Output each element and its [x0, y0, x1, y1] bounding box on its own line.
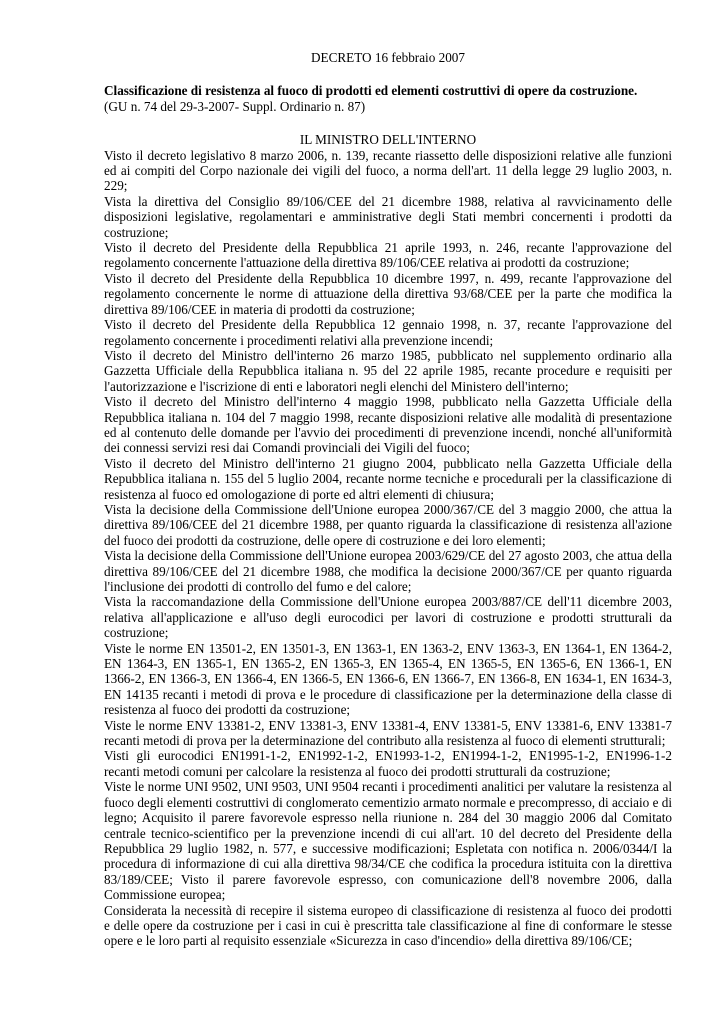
preamble-paragraph: Vista la direttiva del Consiglio 89/106/CEE del 21 dicembre 1988, relativa al ravvicinamento delle disposizioni legislative, regolamentari e amministrative degli Stati membri concernenti i prodotti da costruzione;	[104, 193, 672, 240]
preamble-paragraph: Visto il decreto del Ministro dell'interno 21 giugno 2004, pubblicato nella Gazzetta Ufficiale della Repubblica italiana n. 155 del 5 luglio 2004, recante norme tecniche e procedurali per la classificazione di resistenza al fuoco ed omologazione di porte ed altri elementi di chiusura;	[104, 455, 672, 502]
preamble	[104, 148, 672, 949]
preamble-paragraph: Visto il decreto del Presidente della Repubblica 21 aprile 1993, n. 246, recante l'approvazione del regolamento concernente l'attuazione della direttiva 89/106/CEE relativa ai prodotti da costruzione;	[104, 240, 672, 271]
gazette-reference: (GU n. 74 del 29-3-2007- Suppl. Ordinario n. 87)	[104, 98, 366, 114]
preamble-paragraph: Visto il decreto del Presidente della Repubblica 10 dicembre 1997, n. 499, recante l'approvazione del regolamento concernente le norme di attuazione della direttiva 93/68/CEE per la parte che modifica la direttiva 89/106/CEE in materia di prodotti da costruzione;	[104, 270, 672, 317]
preamble-paragraph: Vista la raccomandazione della Commissione dell'Unione europea 2003/887/CE dell'11 dicembre 2003, relativa all'applicazione e all'uso degli eurocodici per lavori di costruzione e prodotti strutturali da costruzione;	[104, 594, 672, 641]
issuing-authority: IL MINISTRO DELL'INTERNO	[299, 132, 477, 148]
document-page	[104, 50, 672, 949]
preamble-paragraph: Visto il decreto del Presidente della Repubblica 12 gennaio 1998, n. 37, recante l'approvazione del regolamento concernente i procedimenti relativi alla prevenzione incendi;	[104, 317, 672, 348]
preamble-paragraph: Viste le norme UNI 9502, UNI 9503, UNI 9504 recanti i procedimenti analitici per valutare la resistenza al fuoco degli elementi costruttivi di conglomerato cementizio armato normale e precompresso, di acciaio e di legno; Acquisito il parere favorevole espresso nella riunione n. 284 del 30 maggio 2006 dal Comitato centrale tecnico-scientifico per la prevenzione incendi di cui all'art. 10 del decreto del Presidente della Repubblica 29 luglio 1982, n. 577, e successive modificazioni; Espletata con notifica n. 2006/0344/I la procedura di informazione di cui alla direttiva 98/34/CE che codifica la procedura istituita con la direttiva 83/189/CEE; Visto il parere favorevole espresso, con comunicazione dell'8 novembre 2006, dalla Commissione europea;	[104, 779, 672, 903]
preamble-paragraph: Vista la decisione della Commissione dell'Unione europea 2003/629/CE del 27 agosto 2003, che attua della direttiva 89/106/CEE del 21 dicembre 1988, che modifica la decisione 2000/367/CE per quanto riguarda l'inclusione dei prodotti di controllo del fumo e del calore;	[104, 548, 672, 594]
subject-block	[104, 83, 672, 114]
preamble-paragraph: Visti gli eurocodici EN1991-1-2, EN1992-1-2, EN1993-1-2, EN1994-1-2, EN1995-1-2, EN1996-1-2 recanti metodi comuni per calcolare la resistenza al fuoco dei prodotti strutturali da costruzione;	[104, 748, 672, 779]
preamble-paragraph: Considerata la necessità di recepire il sistema europeo di classificazione di resistenza al fuoco dei prodotti e delle opere da costruzione per i casi in cui è prescritta tale classificazione al fine di conformare le stesse opere e le loro parti al requisito essenziale «Sicurezza in caso d'incendio» della direttiva 89/106/CE;	[104, 902, 672, 949]
preamble-paragraph: Viste le norme EN 13501-2, EN 13501-3, EN 1363-1, EN 1363-2, ENV 1363-3, EN 1364-1, EN 1364-2, EN 1364-3, EN 1365-1, EN 1365-2, EN 1365-3, EN 1365-4, EN 1365-5, EN 1365-6, EN 1366-1, EN 1366-2, EN 1366-3, EN 1366-4, EN 1366-5, EN 1366-6, EN 1366-7, EN 1366-8, EN 1634-1, EN 1634-3, EN 14135 recanti i metodi di prova e le procedure di classificazione per la determinazione della classe di resistenza al fuoco dei prodotti da costruzione;	[104, 640, 672, 718]
preamble-paragraph: Visto il decreto del Ministro dell'interno 26 marzo 1985, pubblicato nel supplemento ordinario alla Gazzetta Ufficiale della Repubblica italiana n. 95 del 22 aprile 1985, recante procedure e requisiti per l'autorizzazione e l'iscrizione di enti e laboratori negli elenchi del Ministero dell'interno;	[104, 347, 672, 394]
decree-subject: Classificazione di resistenza al fuoco di prodotti ed elementi costruttivi di opere da costruzione.	[104, 83, 638, 99]
preamble-paragraph: Visto il decreto del Ministro dell'interno 4 maggio 1998, pubblicato nella Gazzetta Ufficiale della Repubblica italiana n. 104 del 7 maggio 1998, recante disposizioni relative alle modalità di presentazione ed al contenuto delle domande per l'avvio dei procedimenti di prevenzione incendi, nonché all'uniformità dei connessi servizi resi dai Comandi provinciali dei Vigili del fuoco;	[104, 394, 672, 456]
preamble-paragraph: Viste le norme ENV 13381-2, ENV 13381-3, ENV 13381-4, ENV 13381-5, ENV 13381-6, ENV 13381-7 recanti metodi di prova per la determinazione del contributo alla resistenza al fuoco di elementi strutturali;	[104, 717, 672, 749]
preamble-paragraph: Vista la decisione della Commissione dell'Unione europea 2000/367/CE del 3 maggio 2000, che attua la direttiva 89/106/CEE del 21 dicembre 1988, per quanto riguarda la classificazione di resistenza all'azione del fuoco dei prodotti da costruzione, delle opere di costruzione e dei loro elementi;	[104, 501, 672, 548]
decree-title: DECRETO 16 febbraio 2007	[311, 50, 465, 65]
preamble-paragraph: Visto il decreto legislativo 8 marzo 2006, n. 139, recante riassetto delle disposizioni relative alle funzioni ed ai compiti del Corpo nazionale dei vigili del fuoco, a norma dell'art. 11 della legge 29 luglio 2003, n. 229;	[104, 147, 672, 194]
